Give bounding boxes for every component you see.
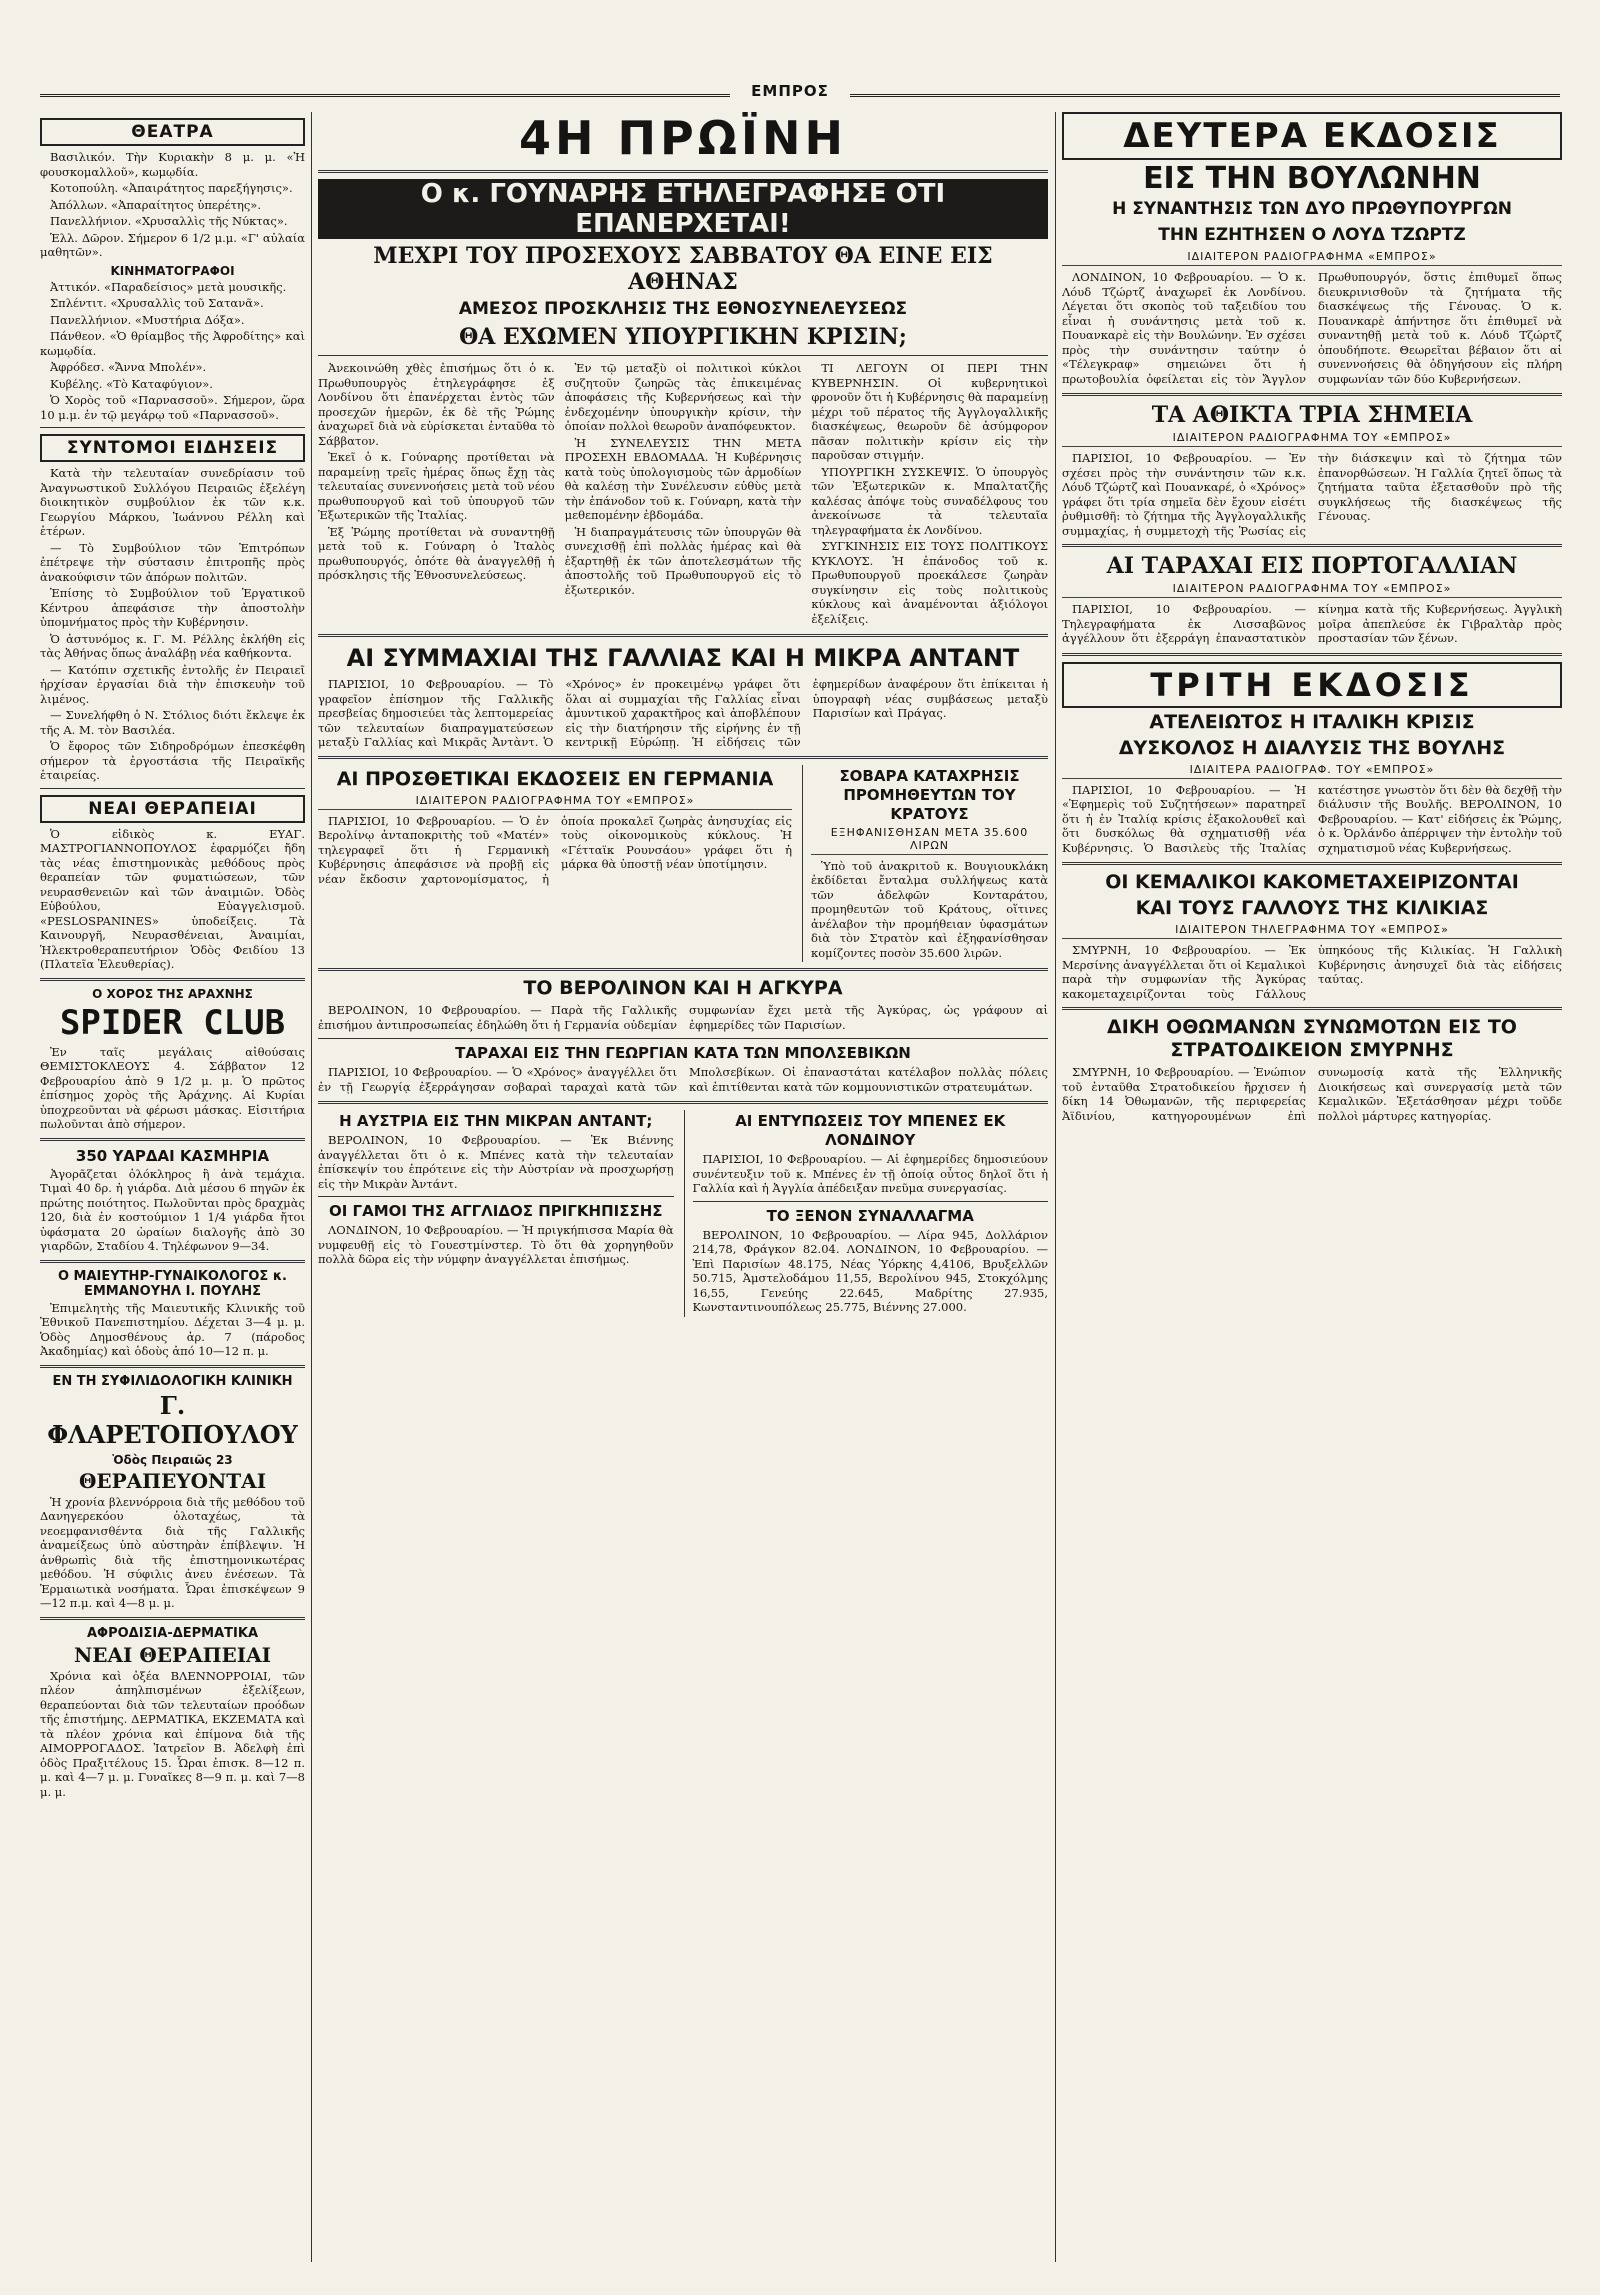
lead-headline: Ο κ. ΓΟΥΝΑΡΗΣ ΕΤΗΛΕΓΡΑΦΗΣΕ ΟΤΙ ΕΠΑΝΕΡΧΕΤΑΙ!	[318, 179, 1048, 239]
clinic-text: Ἡ χρονία βλεννόρροια διὰ τῆς μεθόδου τοῦ Δανηγερεκόου ὁλοταχέως, τὰ νεοεμφανισθέντα διὰ τῆς Γαλλικῆς ἀναμείξεως ὑπὸ αὐστηρὰν ἐπίβλεψιν. Ἡ ἀνθρωπὶς διὰ τῆς ἐπιστημονικωτέρας μεθόδου. Ἡ σύφιλις ἀνευ ἐνέσεων. Τὰ Ἑρμαιωτικὰ νοσήματα. Ὧραι ἐπισκέψεων 9—12 π.μ. καὶ 4—8 μ. μ.	[40, 1494, 305, 1610]
obstetric-text: Ἐπιμελητὴς τῆς Μαιευτικῆς Κλινικῆς τοῦ Ἐθνικοῦ Πανεπιστημίου. Δέχεται 3—4 μ. μ. Ὁδὸς Δημοσθένους ἀρ. 7 (πάροδος Ἀκαδημίας) καὶ ὁδοὺς ἀπό 10—12 π. μ.	[40, 1300, 305, 1358]
news-paragraph: Κατὰ τὴν τελευταίαν συνεδρίασιν τοῦ Ἀναγνωστικοῦ Συλλόγου Πειραιῶς ἐξελέγη διοικητικὸν συμβούλιον ἐκ τῶν κ.κ. Γεωργίου Μάρκου, Ἰωάννου Ρέλλη καὶ ἑτέρων.	[40, 466, 305, 538]
italy-subheadline: ΔΥΣΚΟΛΟΣ Η ΔΙΑΛΥΣΙΣ ΤΗΣ ΒΟΥΛΗΣ	[1118, 736, 1506, 759]
alliance-headline: ΑΙ ΣΥΜΜΑΧΙΑΙ ΤΗΣ ΓΑΛΛΙΑΣ ΚΑΙ Η ΜΙΚΡΑ ΑΝΤΑΝΤ	[346, 644, 1020, 672]
kemalists-headline: ΟΙ ΚΕΜΑΛΙΚΟΙ ΚΑΚΟΜΕΤΑΧΕΙΡΙΖΟΝΤΑΙ	[1105, 871, 1519, 893]
boulogne-headline: ΕΙΣ ΤΗΝ ΒΟΥΛΩΝΗΝ	[1143, 161, 1481, 196]
clinic-big: ΘΕΡΑΠΕΥΟΝΤΑΙ	[78, 1468, 267, 1493]
kemalists-text: ΣΜΥΡΝΗ, 10 Φεβρουαρίου. — Ἐκ Μερσίνης ἀναγγέλλεται ὅτι οἱ Κεμαλικοὶ παρὰ τὴν συμφωνίαν τῆς Ἀγκύρας κακομεταχειρίζονται τοὺς Γάλλους ὑπηκόους τῆς Κιλικίας. Ἡ Γαλλικὴ Κυβέρνησις ἀνησυχεῖ διὰ τὰς εἰδήσεις ταύτας.	[1062, 943, 1562, 1001]
kemalists-subheadline: ΚΑΙ ΤΟΥΣ ΓΑΛΛΟΥΣ ΤΗΣ ΚΙΛΙΚΙΑΣ	[1135, 897, 1489, 919]
impressions-article	[693, 1152, 1049, 1196]
lead-paragraph: Ἐξ Ῥώμης προτίθεται νὰ συναντηθῇ μετὰ τοῦ κ. Γούναρη ὁ Ἰταλὸς πρωθυπουργός, ὁπότε θὰ ἀναγγελθῇ ἡ πρόσκλησις τῆς Ἐθνοσυνελεύσεως.	[318, 524, 555, 582]
cinemas-subheading: ΚΙΝΗΜΑΤΟΓΡΑΦΟΙ	[110, 263, 235, 278]
news-paragraph: Ἐπίσης τὸ Συμβούλιον τοῦ Ἐργατικοῦ Κέντρου ἀπεφάσισε τὴν ἀποστολὴν ὑπομνήματος πρὸς τὴν Κυβέρνησιν.	[40, 586, 305, 629]
therapies-ad	[40, 827, 305, 972]
trial-text: ΣΜΥΡΝΗ, 10 Φεβρουαρίου. — Ἐνώπιον τοῦ ἐνταῦθα Στρατοδικείου ἤρχισεν ἡ δίκη 14 Ὀθωμανῶν, τῆς περιφερείας Ἀϊδινίου, κατηγορουμένων ἐπὶ συνωμοσίᾳ κατὰ τῆς Ἑλληνικῆς Διοικήσεως καὶ συνεργασίᾳ μετὰ τῶν Κεμαλικῶν. Ἐξετάσθησαν μέχρι τοῦδε πολλοὶ μάρτυρες κατηγορίας.	[1062, 1065, 1562, 1123]
short-news	[40, 466, 305, 783]
impressions-text: ΠΑΡΙΣΙΟΙ, 10 Φεβρουαρίου. — Αἱ ἐφημερίδες δημοσιεύουν συνέντευξιν τοῦ κ. Μπένες ἐν τῇ ὁποίᾳ οὗτος δηλοῖ ὅτι ἡ Γαλλία καὶ ἡ Ἀγγλία ἀπέδειξαν πνεῦμα συνεργασίας.	[692, 1152, 1048, 1195]
edition-title: 4Η ΠΡΩΪΝΗ	[519, 112, 847, 165]
middle-column	[318, 112, 1048, 2262]
spider-club-title: SPIDER CLUB	[59, 1002, 286, 1043]
lead-subheadline-3: ΘΑ ΕΧΩΜΕΝ ΥΠΟΥΡΓΙΚΗΝ ΚΡΙΣΙΝ;	[459, 324, 907, 350]
masthead	[40, 82, 1560, 104]
portugal-text: ΠΑΡΙΣΙΟΙ, 10 Φεβρουαρίου. — Τηλεγραφήματα ἐκ Λισσαβῶνος ἀγγέλλουν ὅτι ἐξερράγη ἐπαναστατικὸν κίνημα κατὰ τῆς Κυβερνήσεως. Ἀγγλικὴ μοῖρα ἀπεπλεύσε ἐκ Γιβραλτὰρ πρὸς προστασίαν τῶν ξένων.	[1062, 602, 1562, 645]
impressions-headline: ΑΙ ΕΝΤΥΠΩΣΕΙΣ ΤΟΥ ΜΠΕΝΕΣ ΕΚ ΛΟΝΔΙΝΟΥ	[735, 1112, 1006, 1149]
lead-article	[318, 361, 1048, 628]
lead-paragraph: Ἡ ΣΥΝΕΛΕΥΣΙΣ ΤΗΝ ΜΕΤΑ ΠΡΟΣΕΧΗ ΕΒΔΟΜΑΔΑ. Ἡ Κυβέρνησις κατὰ τοὺς ὑπολογισμοὺς τῶν ἁρμοδίων θὰ καλέσῃ τὴν Συνέλευσιν εὐθὺς μετὰ τὴν ἐπάνοδον τοῦ κ. Γούναρη, κατὰ τὴν μεθεπομένην ἑβδομάδα.	[564, 435, 802, 522]
three-points-text: ΠΑΡΙΣΙΟΙ, 10 Φεβρουαρίου. — Ἐν σχέσει πρὸς τὴν συνάντησιν τῶν κ.κ. Λόυδ Τζώρτζ καὶ Πουανκαρέ, ὁ «Χρόνος» γράφει ὅτι τρία σημεῖα δὲν ἔχουν εἰσέτι ῥυθμισθῆ: τὸ ζήτημα τῆς Ἀγγλογαλλικῆς συμμαχίας, ἡ συμμετοχὴ τῆς Ῥωσίας εἰς τὴν διάσκεψιν καὶ τὸ ζήτημα τῶν ἐπανορθώσεων. Ἡ Γαλλία ζητεῖ ὅπως τὰ ζητήματα ταῦτα ἐξετασθοῦν πρὸ τῆς συγκλήσεως τῆς διασκέψεως τῆς Γένουας.	[1062, 451, 1562, 538]
lead-paragraph: Ἐν τῷ μεταξὺ οἱ πολιτικοὶ κύκλοι συζητοῦν ζωηρῶς τὰς ἐπικειμένας ἀποφάσεις τῆς Κυβερνήσεως καὶ τὴν ἐνδεχομένην ὑπουργικὴν κρίσιν, τὴν ὁποίαν πολλοὶ θεωροῦν ἀναπόφευκτον.	[564, 361, 802, 433]
trial-article	[1062, 1065, 1562, 1124]
germany-credit: ΙΔΙΑΙΤΕΡΟΝ ΡΑΔΙΟΓΡΑΦΗΜΑ ΤΟΥ «ΕΜΠΡΟΣ»	[318, 794, 792, 810]
theatres-list	[40, 150, 305, 422]
news-paragraph: — Συνελήφθη ὁ Ν. Στόλιος διότι ἔκλεψε ἐκ τῆς Α. Μ. τὸν Βασιλέα.	[40, 708, 305, 737]
berlin-text: ΒΕΡΟΛΙΝΟΝ, 10 Φεβρουαρίου. — Παρὰ τῆς Γαλλικῆς ἐπισήμου ἀντιπροσωπείας ἐδηλώθη ὅτι ἡ Γερμανία οὐδεμίαν συμφωνίαν ἔχει μετὰ τῆς Ἀγκύρας, ὡς γράφουν αἱ ἐφημερίδες τῶν Παρισίων.	[318, 1003, 1048, 1032]
spider-top: Ο ΧΟΡΟΣ ΤΗΣ ΑΡΑΧΝΗΣ	[92, 986, 253, 1001]
cashmere-ad	[40, 1167, 305, 1254]
aphrodisia-text: Χρόνια καὶ ὀξέα ΒΛΕΝΝΟΡΡΟΙΑΙ, τῶν πλέον ἀπηλπισμένων ἐξελίξεων, θεραπεύονται διὰ τῶν τελευταίων προόδων τῆς ἐπιστήμης. ΔΕΡΜΑΤΙΚΑ, ΕΚΖΕΜΑΤΑ καὶ τὰ πλέον χρόνια καὶ ἐπίμονα διὰ τῆς ΑΙΜΟΡΡΟΓΑΔΟΣ. Ἰατρεῖον Β. Ἀδελφὴ ἐπὶ ὁδὸς Πραξιτέλους 15. Ὧραι ἐπισκ. 8—12 π. μ. καὶ 4—7 μ. μ. Γυναῖκες 8—9 π. μ. καὶ 7—8 μ. μ.	[40, 1668, 305, 1799]
boulogne-text: ΛΟΝΔΙΝΟΝ, 10 Φεβρουαρίου. — Ὁ κ. Λόυδ Τζώρτζ ἀναχωρεῖ ἐκ Λονδίνου. Λέγεται ὅτι σκοπὸς τοῦ ταξειδίου του εἶναι ἡ συνάντησις μετὰ τοῦ κ. Πουανκαρὲ εἰς τὴν Βουλώνην. Ἐν σχέσει πρὸς τὴν συνάντησιν ταύτην ὁ «Τέλεγκραφ» σημειώνει ὅτι ἡ πρωτοβουλία ὀφείλεται εἰς τὸν Ἄγγλον Πρωθυπουργόν, ὅστις ἐπιθυμεῖ ὅπως διευκρινισθοῦν τὰ ζητήματα τῆς διασκέψεως τῆς Γένουας. Ὁ κ. Πουανκαρὲ ἀπήντησε ὅτι ἐπιθυμεῖ νὰ συναντηθῇ μετὰ τοῦ κ. Λόυδ Τζώρτζ ὁπουδήποτε. Θεωρεῖται βέβαιον ὅτι αἱ συνεννοήσεις θὰ ὁδηγήσουν εἰς πλήρη συμφωνίαν τῶν δύο Κυβερνήσεων.	[1062, 270, 1562, 386]
lead-subheadline-2: ΑΜΕΣΟΣ ΠΡΟΣΚΛΗΣΙΣ ΤΗΣ ΕΘΝΟΣΥΝΕΛΕΥΣΕΩΣ	[458, 299, 908, 319]
obstetric-ad	[40, 1301, 305, 1359]
georgia-text: ΠΑΡΙΣΙΟΙ, 10 Φεβρουαρίου. — Ὁ «Χρόνος» ἀναγγέλλει ὅτι ἐν τῇ Γεωργίᾳ ἐξερράγησαν σοβαραὶ ταραχαὶ κατὰ τῶν Μπολσεβίκων. Οἱ ἐπαναστάται κατέλαβον πολλὰς πόλεις καὶ ἐπιτίθενται κατὰ τῶν κομμουνιστικῶν στρατευμάτων.	[318, 1065, 1048, 1094]
georgia-article	[318, 1065, 1048, 1095]
news-paragraph: — Κατόπιν σχετικῆς ἐντολῆς ἐν Πειραιεῖ ἠρχίσαν ἐργασίαι διὰ τὴν ἐπισκευὴν τοῦ λιμένος.	[40, 662, 305, 706]
theatre-entry: Πάνθεον. «Ὁ θρίαμβος τῆς Ἀφροδίτης» καὶ κωμῳδία.	[40, 329, 305, 358]
boulogne-article	[1062, 270, 1562, 387]
boulogne-credit: ΙΔΙΑΙΤΕΡΟΝ ΡΑΔΙΟΓΡΑΦΗΜΑ «ΕΜΠΡΟΣ»	[1062, 250, 1562, 266]
theatre-entry: Ἑλλ. Δῶρον. Σήμερον 6 1/2 μ.μ. «Γ' αὐλαία μαθητῶν».	[40, 230, 305, 259]
theatre-entry: Ἀπόλλων. «Ἀπαραίτητος ὑπερέτης».	[50, 197, 261, 212]
left-column	[40, 112, 305, 2262]
clinic-address: Ὁδὸς Πειραιῶς 23	[112, 1452, 233, 1467]
theatre-entry: Πανελλήνιον. «Χρυσαλλὶς τῆς Νύκτας».	[50, 214, 288, 228]
exchange-article	[693, 1228, 1049, 1315]
theatre-entry: Βασιλικόν. Τὴν Κυριακὴν 8 μ. μ. «Ἡ φουσκομαλλοῦ», κωμῳδία.	[40, 150, 305, 179]
wedding-text: ΛΟΝΔΙΝΟΝ, 10 Φεβρουαρίου. — Ἡ πριγκήπισσα Μαρία θὰ νυμφευθῇ εἰς τὸ Γουεστμίνστερ. Τὸ ὅτι θὰ χορηγηθοῦν πολλὰ δῶρα εἰς τὴν νύμφην ἀναγγέλλεται ἐπισήμως.	[318, 1223, 674, 1266]
theatre-entry: Πανελλήνιον. «Μυστήρια Δόξα».	[50, 312, 245, 327]
theatre-entry: Κοτοπούλη. «Ἀπαιράτητος παρεξήγησις».	[50, 181, 293, 195]
clinic-title: ΕΝ ΤΗ ΣΥΦΙΛΙΔΟΛΟΓΙΚΗ ΚΛΙΝΙΚΗ	[52, 1373, 293, 1389]
second-edition-title: ΔΕΥΤΕΡΑ ΕΚΔΟΣΙΣ	[1062, 112, 1562, 160]
berlin-article	[318, 1003, 1048, 1033]
cashmere-text: Ἀγορᾶζεται ὁλόκληρος ἢ ἀνὰ τεμάχια. Τιμαὶ 40 δρ. ἡ γιάρδα. Διὰ μέσου 6 πηγῶν ἐκ πρώτης ποιότητος. Πωλοῦνται πρὸς δραχμὰς 120, διὰ ἐν κοστούμιον 1 1/4 γιάρδα ἤτοι ὑφάσματα 20 ὡραίων διαλογῆς ἀπὸ 30 γιαρδῶν, Σταδίου 4. Τηλέφωνον 9—34.	[40, 1166, 305, 1253]
boulogne-sub1: Η ΣΥΝΑΝΤΗΣΙΣ ΤΩΝ ΔΥΟ ΠΡΩΘΥΠΟΥΡΓΩΝ	[1112, 199, 1512, 219]
lead-paragraph: ΥΠΟΥΡΓΙΚΗ ΣΥΣΚΕΨΙΣ. Ὁ ὑπουργὸς τῶν Ἐξωτερικῶν κ. Μπαλτατζῆς καλέσας ἀπόψε τοὺς συναδέλφους του ἀνεκοίνωσε τὰ τελευταῖα τηλεγραφήματα ἐκ Λονδίνου.	[811, 464, 1048, 537]
therapies-text: Ὁ εἰδικὸς κ. ΕΥΑΓ. ΜΑΣΤΡΟΓΙΑΝΝΟΠΟΥΛΟΣ ἐφαρμόζει ἤδη τὰς νέας ἐπιστημονικὰς μεθόδους πρὸς θεραπείαν τῶν φυματιώσεων, τῶν νευρασθενειῶν καὶ τῶν ἀναιμιῶν. Ὀδὸς Εὐβούλου, Εὐαγγελισμοῦ. «PESLOSPANINES» ὑποδείξεις. Τὰ Καινουργῆ, Νευρασθένειαι, Ἀναιμίαι, Ἡλεκτροθεραπευτήριον Ὁδὸς Φειδίου 13 (Πλατεῖα Ἐλευθερίας).	[40, 826, 305, 971]
kemalists-article	[1062, 943, 1562, 1001]
third-edition-title: ΤΡΙΤΗ ΕΚΔΟΣΙΣ	[1062, 662, 1562, 708]
wedding-article	[318, 1223, 674, 1267]
column-divider	[311, 112, 312, 2262]
provisions-article	[811, 859, 1048, 961]
italy-article	[1062, 783, 1562, 857]
portugal-article	[1062, 602, 1562, 647]
georgia-headline: ΤΑΡΑΧΑΙ ΕΙΣ ΤΗΝ ΓΕΩΡΓΙΑΝ ΚΑΤΑ ΤΩΝ ΜΠΟΛΣΕΒΙΚΩΝ	[455, 1044, 911, 1062]
lead-paragraph: Ἡ διαπραγμάτευσις τῶν ὑπουργῶν θὰ συνεχισθῇ ἐπὶ πολλὰς ἡμέρας καὶ θὰ ἐξαρτηθῇ ἐκ τῶν ἀποτελεσμάτων τῆς ἀποστολῆς τοῦ Πρωθυπουργοῦ εἰς τὸ ἐξωτερικόν.	[564, 524, 802, 597]
cashmere-title: 350 ΥΑΡΔΑΙ ΚΑΣΜΗΡΙΑ	[75, 1146, 270, 1165]
right-column	[1062, 112, 1562, 2262]
provisions-sub: ΕΞΗΦΑΝΙΣΘΗΣΑΝ ΜΕΤΑ 35.600 ΛΙΡΩΝ	[811, 826, 1048, 855]
italy-headline: ΑΤΕΛΕΙΩΤΟΣ Η ΙΤΑΛΙΚΗ ΚΡΙΣΙΣ	[1149, 710, 1475, 733]
germany-article	[318, 814, 792, 887]
portugal-headline: ΑΙ ΤΑΡΑΧΑΙ ΕΙΣ ΠΟΡΤΟΓΑΛΛΙΑΝ	[1106, 553, 1518, 579]
lead-paragraph: Ἐκεῖ ὁ κ. Γούναρης προτίθεται νὰ παραμείνῃ τρεῖς ἡμέρας ὅπως ἔχῃ τὰς τελευταίας συνεννοήσεις μετὰ τοῦ νέου πρωθυπουργοῦ καὶ τοῦ ὑπουργοῦ τῶν Ἐξωτερικῶν τῆς Ἰταλίας.	[318, 450, 555, 522]
exchange-text: ΒΕΡΟΛΙΝΟΝ, 10 Φεβρουαρίου. — Λίρα 945, Δολλάριον 214,78, Φράγκον 82.04. ΛΟΝΔΙΝΟΝ, 10 Φεβρουαρίου. — Ἐπὶ Παρισίων 48.175, Νέας Ὑόρκης 4,4106, Βρυξελλῶν 50.715, Ἀμστελοδάμου 11,55, Βερολίνου 945, Στοκχόλμης 16,55, Γενεύης 22.645, Μαδρίτης 27.935, Κωνσταντινουπόλεως 25.775, Βιέννης 27.000.	[692, 1227, 1048, 1314]
theatre-entry: Κυβέλης. «Τὸ Καταφύγιον».	[50, 376, 213, 391]
italy-text: ΠΑΡΙΣΙΟΙ, 10 Φεβρουαρίου. — Ἡ «Ἐφημερὶς τοῦ Συζητήσεων» παρατηρεῖ ὅτι ἡ ἐν Ἰταλίᾳ κρίσις ἐξακολουθεῖ καὶ ὅτι δυσκόλως θὰ σχηματισθῇ νέα Κυβέρνησις. Ὁ Βασιλεὺς τῆς Ἰταλίας κατέστησε γνωστὸν ὅτι δὲν θὰ δεχθῇ τὴν διάλυσιν τῆς Βουλῆς. ΒΕΡΟΛΙΝΟΝ, 10 Φεβρουαρίου. — Κατ' εἰδήσεις ἐκ Ῥώμης, ὁ κ. Ὀρλάνδο ἀπέρριψεν τὴν ἐντολὴν τοῦ σχηματισμοῦ νέας Κυβερνήσεως.	[1062, 782, 1562, 855]
austria-article	[318, 1133, 674, 1191]
lead-paragraph: ΤΙ ΛΕΓΟΥΝ ΟΙ ΠΕΡΙ ΤΗΝ ΚΥΒΕΡΝΗΣΙΝ. Οἱ κυβερνητικοὶ φρονοῦν ὅτι ἡ Κυβέρνησις θὰ παραμείνῃ μέχρι τοῦ πέρατος τῆς Ἀγγλογαλλικῆς διασκέψεως, θεωροῦν δὲ ἀσύμφορον πᾶσαν πολιτικὴν κρίσιν εἰς τὴν παροῦσαν στιγμήν.	[811, 361, 1048, 462]
italy-credit: ΙΔΙΑΙΤΕΡΑ ΡΑΔΙΟΓΡΑΦ. ΤΟΥ «ΕΜΠΡΟΣ»	[1062, 763, 1562, 779]
news-heading: ΣΥΝΤΟΜΟΙ ΕΙΔΗΣΕΙΣ	[40, 434, 305, 462]
provisions-text: Ὑπὸ τοῦ ἀνακριτοῦ κ. Βουγιουκλάκη ἐκδίδεται ἔνταλμα συλλήψεως κατὰ τῶν ἀδελφῶν Κονταράτου, προμηθευτῶν τοῦ Κράτους, οἵτινες ἀνέλαβον τὴν προμήθειαν ὑφασμάτων διὰ τὸν Στρατὸν καὶ ἐξηφανίσθησαν κομίζοντες ποσὸν 35.600 λιρῶν.	[811, 858, 1048, 960]
aphrodisia-title: ΑΦΡΟΔΙΣΙΑ-ΔΕΡΜΑΤΙΚΑ	[86, 1625, 259, 1641]
therapies-heading: ΝΕΑΙ ΘΕΡΑΠΕΙΑΙ	[40, 795, 305, 823]
theatre-entry: Ἀφρόδεσ. «Ἄννα Μπολέν».	[50, 360, 207, 374]
germany-headline: ΑΙ ΠΡΟΣΘΕΤΙΚΑΙ ΕΚΔΟΣΕΙΣ ΕΝ ΓΕΡΜΑΝΙΑ	[336, 767, 774, 790]
spider-club-ad	[40, 1045, 305, 1132]
portugal-credit: ΙΔΙΑΙΤΕΡΟΝ ΡΑΔΙΟΓΡΑΦΗΜΑ ΤΟΥ «ΕΜΠΡΟΣ»	[1062, 582, 1562, 598]
aphrodisia-big: ΝΕΑΙ ΘΕΡΑΠΕΙΑΙ	[74, 1642, 271, 1667]
theatre-entry: Ἀττικόν. «Παραδείσιος» μετὰ μουσικῆς.	[50, 279, 287, 294]
obstetric-title: Ο ΜΑΙΕΥΤΗΡ-ΓΥΝΑΙΚΟΛΟΓΟΣ κ. ΕΜΜΑΝΟΥΗΛ Ι. ΠΟΥΛΗΣ	[57, 1268, 287, 1299]
berlin-headline: ΤΟ ΒΕΡΟΛΙΝΟΝ ΚΑΙ Η ΑΓΚΥΡΑ	[523, 977, 843, 999]
boulogne-sub2: ΤΗΝ ΕΖΗΤΗΣΕΝ Ο ΛΟΥΔ ΤΖΩΡΤΖ	[1158, 225, 1466, 245]
austria-text: ΒΕΡΟΛΙΝΟΝ, 10 Φεβρουαρίου. — Ἐκ Βιέννης ἀναγγέλλεται ὅτι ὁ κ. Μπένες κατὰ τὴν τελευταίαν ἐπίσκεψίν του ἐπρότεινε εἰς τὴν Αὐστρίαν νὰ προσχωρήσῃ εἰς τὴν Μικρὰν Ἀντάντ.	[318, 1133, 674, 1191]
news-paragraph: Ὁ ἀστυνόμος κ. Γ. Μ. Ρέλλης ἐκλήθη εἰς τὰς Ἀθήνας ὅπως ἀναλάβῃ νέα καθήκοντα.	[40, 631, 305, 660]
kemalists-credit: ΙΔΙΑΙΤΕΡΟΝ ΤΗΛΕΓΡΑΦΗΜΑ ΤΟΥ «ΕΜΠΡΟΣ»	[1062, 923, 1562, 939]
clinic-ad	[40, 1495, 305, 1611]
clinic-doctor: Γ. ΦΛΑΡΕΤΟΠΟΥΛΟΥ	[47, 1390, 298, 1449]
germany-text: ΠΑΡΙΣΙΟΙ, 10 Φεβρουαρίου. — Ὁ ἐν Βερολίνῳ ἀνταποκριτὴς τοῦ «Ματέν» τηλεγραφεῖ ὅτι ἡ Γερμανικὴ Κυβέρνησις ἀπεφάσισε νὰ προβῇ εἰς νέαν ἔκδοσιν χαρτονομίσματος, ἡ ὁποία προκαλεῖ ζωηρὰς ἀνησυχίας εἰς τοὺς οἰκονομικοὺς κύκλους. Ἡ «Γέτταϊκ Ρουνσάου» γράφει ὅτι ἡ μάρκα θὰ ὑποστῇ νέαν ὑποτίμησιν.	[318, 813, 792, 886]
exchange-headline: ΤΟ ΞΕΝΟΝ ΣΥΝΑΛΛΑΓΜΑ	[766, 1206, 974, 1225]
lead-paragraph: ΣΥΓΚΙΝΗΣΙΣ ΕΙΣ ΤΟΥΣ ΠΟΛΙΤΙΚΟΥΣ ΚΥΚΛΟΥΣ. Ἡ ἐπάνοδος τοῦ κ. Πρωθυπουργοῦ προεκάλεσε ζωηρὰν συγκίνησιν εἰς τοὺς πολιτικοὺς κύκλους καὶ ἀναμένονται ἀξιόλογοι ἐξελίξεις.	[811, 539, 1048, 626]
three-points-credit: ΙΔΙΑΙΤΕΡΟΝ ΡΑΔΙΟΓΡΑΦΗΜΑ ΤΟΥ «ΕΜΠΡΟΣ»	[1062, 431, 1562, 447]
wedding-headline: ΟΙ ΓΑΜΟΙ ΤΗΣ ΑΓΓΛΙΔΟΣ ΠΡΙΓΚΗΠΙΣΣΗΣ	[329, 1202, 663, 1220]
aphrodisia-ad	[40, 1669, 305, 1800]
theatre-entry: Σπλέντιτ. «Χρυσαλλὶς τοῦ Σατανᾶ».	[50, 296, 264, 310]
alliance-text: ΠΑΡΙΣΙΟΙ, 10 Φεβρουαρίου. — Τὸ γραφεῖον ἐπίσημον τῆς Γαλλικῆς πρεσβείας δημοσιεύει τὰς λεπτομερείας τῶν τελευταίων διαπραγματεύσεων μεταξὺ Γαλλίας καὶ Μικρᾶς Ἀντὰντ. Ὁ «Χρόνος» ἐν προκειμένῳ γράφει ὅτι ὅλαι αἱ συμμαχίαι τῆς Γαλλίας εἶναι ἀμυντικοῦ χαρακτῆρος καὶ ἀποβλέπουν εἰς τὴν διατήρησιν τῆς εἰρήνης ἐν τῇ κεντρικῇ Εὐρώπῃ. Ἡ εἰδήσεις τῶν ἐφημερίδων ἀναφέρουν ὅτι ἐπίκειται ἡ ὑπογραφὴ νέας συμβάσεως μεταξὺ Παρισίων καὶ Πράγας.	[318, 677, 1048, 749]
newspaper-name: ΕΜΠΡΟΣ	[730, 82, 850, 100]
three-points-headline: ΤΑ ΑΘΙΚΤΑ ΤΡΙΑ ΣΗΜΕΙΑ	[1151, 402, 1473, 428]
austria-headline: Η ΑΥΣΤΡΙΑ ΕΙΣ ΤΗΝ ΜΙΚΡΑΝ ΑΝΤΑΝΤ;	[339, 1112, 653, 1130]
theatres-heading: ΘΕΑΤΡΑ	[40, 118, 305, 146]
lead-paragraph: Ἀνεκοινώθη χθὲς ἐπισήμως ὅτι ὁ κ. Πρωθυπουργὸς ἐτηλεγράφησε ἐξ Λονδίνου ὅτι ἐπανέρχεται ἐντὸς τῶν προσεχῶν ἡμερῶν, ἐκ δὲ τῆς Ῥώμης ἀναχωρεῖ διὰ νὰ εὑρίσκεται ἐνταῦθα τὸ Σάββατον.	[318, 361, 555, 448]
news-paragraph: — Τὸ Συμβούλιον τῶν Ἐπιτρόπων ἐπέτρεψε τὴν σύστασιν ἐπιτροπῆς πρὸς ἀνακούφισιν τῶν ἀπόρων πολιτῶν.	[40, 540, 305, 584]
column-divider	[1055, 112, 1056, 2262]
lead-subheadline: ΜΕΧΡΙ ΤΟΥ ΠΡΟΣΕΧΟΥΣ ΣΑΒΒΑΤΟΥ ΘΑ ΕΙΝΕ ΕΙΣ ΑΘΗΝΑΣ	[373, 243, 993, 295]
theatre-entry: Ὁ Χορὸς τοῦ «Παρνασσοῦ». Σήμερον, ὥρα 10 μ.μ. ἐν τῷ μεγάρῳ τοῦ «Παρνασσοῦ».	[40, 393, 305, 422]
news-paragraph: Ὁ ἔφορος τῶν Σιδηροδρόμων ἐπεσκέφθη σήμερον τὰ ἐργοστάσια τῆς Πειραϊκῆς ἑταιρείας.	[40, 739, 305, 782]
alliance-article	[318, 677, 1048, 750]
trial-headline: ΔΙΚΗ ΟΘΩΜΑΝΩΝ ΣΥΝΩΜΟΤΩΝ ΕΙΣ ΤΟ ΣΤΡΑΤΟΔΙΚΕΙΟΝ ΣΜΥΡΝΗΣ	[1107, 1016, 1517, 1061]
three-points-article	[1062, 451, 1562, 538]
spider-text: Ἐν ταῖς μεγάλαις αἰθούσαις ΘΕΜΙΣΤΟΚΛΕΟΥΣ 4. Σάββατον 12 Φεβρουαρίου ἀπὸ 9 1/2 μ. μ. Ὁ πρῶτος ἐπίσημος χορὸς τῆς Ἀράχνης. Αἱ Κυρίαι ὑποχρεοῦνται νὰ φέρωσι μάσκας. Εἰσιτήρια πωλοῦνται ἀπὸ σήμερον.	[40, 1044, 305, 1131]
provisions-headline: ΣΟΒΑΡΑ ΚΑΤΑΧΡΗΣΙΣ ΠΡΟΜΗΘΕΥΤΩΝ ΤΟΥ ΚΡΑΤΟΥΣ	[839, 766, 1020, 823]
